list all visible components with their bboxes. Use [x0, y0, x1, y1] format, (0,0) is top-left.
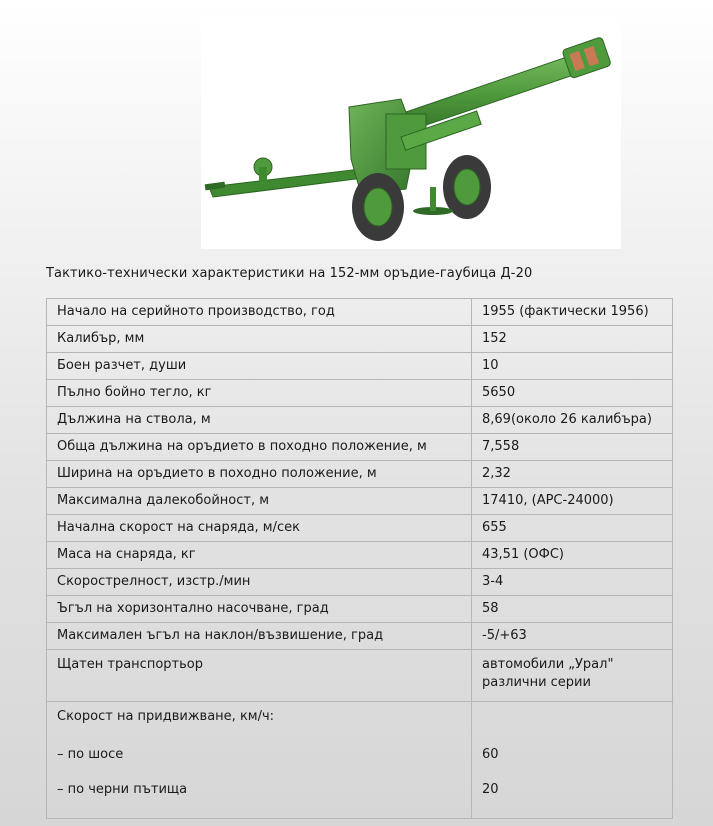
howitzer-image [201, 19, 621, 249]
row-label: Начална скорост на снаряда, м/сек [47, 515, 472, 542]
specs-table [46, 298, 673, 819]
transport-value-line1: автомобили „Урал" [482, 657, 614, 672]
speed-road-value: 60 [482, 747, 499, 762]
row-value: 655 [472, 515, 673, 542]
row-value: -5/+63 [472, 623, 673, 650]
row-value: 152 [472, 326, 673, 353]
row-label: Калибър, мм [47, 326, 472, 353]
speed-label-cell [47, 702, 472, 819]
transport-label: Щатен транспортьор [47, 650, 472, 702]
speed-dirt-label: – по черни пътища [57, 782, 188, 797]
table-row [47, 596, 673, 623]
transport-value [472, 650, 673, 702]
row-value: 7,558 [472, 434, 673, 461]
speed-road-label: – по шосе [57, 747, 124, 762]
table-row-speed [47, 702, 673, 819]
row-label: Дължина на ствола, м [47, 407, 472, 434]
speed-value-cell [472, 702, 673, 819]
table-row [47, 434, 673, 461]
row-label: Скорострелност, изстр./мин [47, 569, 472, 596]
table-caption: Тактико-технически характеристики на 152-мм оръдие-гаубица Д-20 [46, 266, 533, 281]
speed-label: Скорост на придвижване, км/ч: [57, 709, 275, 724]
transport-value-line2: различни серии [482, 675, 591, 690]
table-row [47, 515, 673, 542]
table-row [47, 353, 673, 380]
row-label: Максимална далекобойност, м [47, 488, 472, 515]
table-row [47, 542, 673, 569]
table-row [47, 407, 673, 434]
row-value: 10 [472, 353, 673, 380]
table-row [47, 299, 673, 326]
row-label: Обща дължина на оръдието в походно положение, м [47, 434, 472, 461]
table-row [47, 623, 673, 650]
row-value: 1955 (фактически 1956) [472, 299, 673, 326]
table-row [47, 326, 673, 353]
table-row [47, 569, 673, 596]
row-label: Ширина на оръдието в походно положение, м [47, 461, 472, 488]
row-label: Начало на серийното производство, год [47, 299, 472, 326]
row-value: 58 [472, 596, 673, 623]
row-label: Боен разчет, души [47, 353, 472, 380]
row-label: Пълно бойно тегло, кг [47, 380, 472, 407]
table-row [47, 380, 673, 407]
row-label: Ъгъл на хоризонтално насочване, град [47, 596, 472, 623]
howitzer-photo [201, 19, 621, 249]
speed-dirt-value: 20 [482, 782, 499, 797]
row-value: 2,32 [472, 461, 673, 488]
row-value: 8,69(около 26 калибъра) [472, 407, 673, 434]
row-value: 5650 [472, 380, 673, 407]
table-row [47, 461, 673, 488]
table-row [47, 488, 673, 515]
row-label: Максимален ъгъл на наклон/възвишение, град [47, 623, 472, 650]
row-label: Маса на снаряда, кг [47, 542, 472, 569]
row-value: 43,51 (ОФС) [472, 542, 673, 569]
table-row-transport [47, 650, 673, 702]
row-value: 3-4 [472, 569, 673, 596]
row-value: 17410, (АРС-24000) [472, 488, 673, 515]
